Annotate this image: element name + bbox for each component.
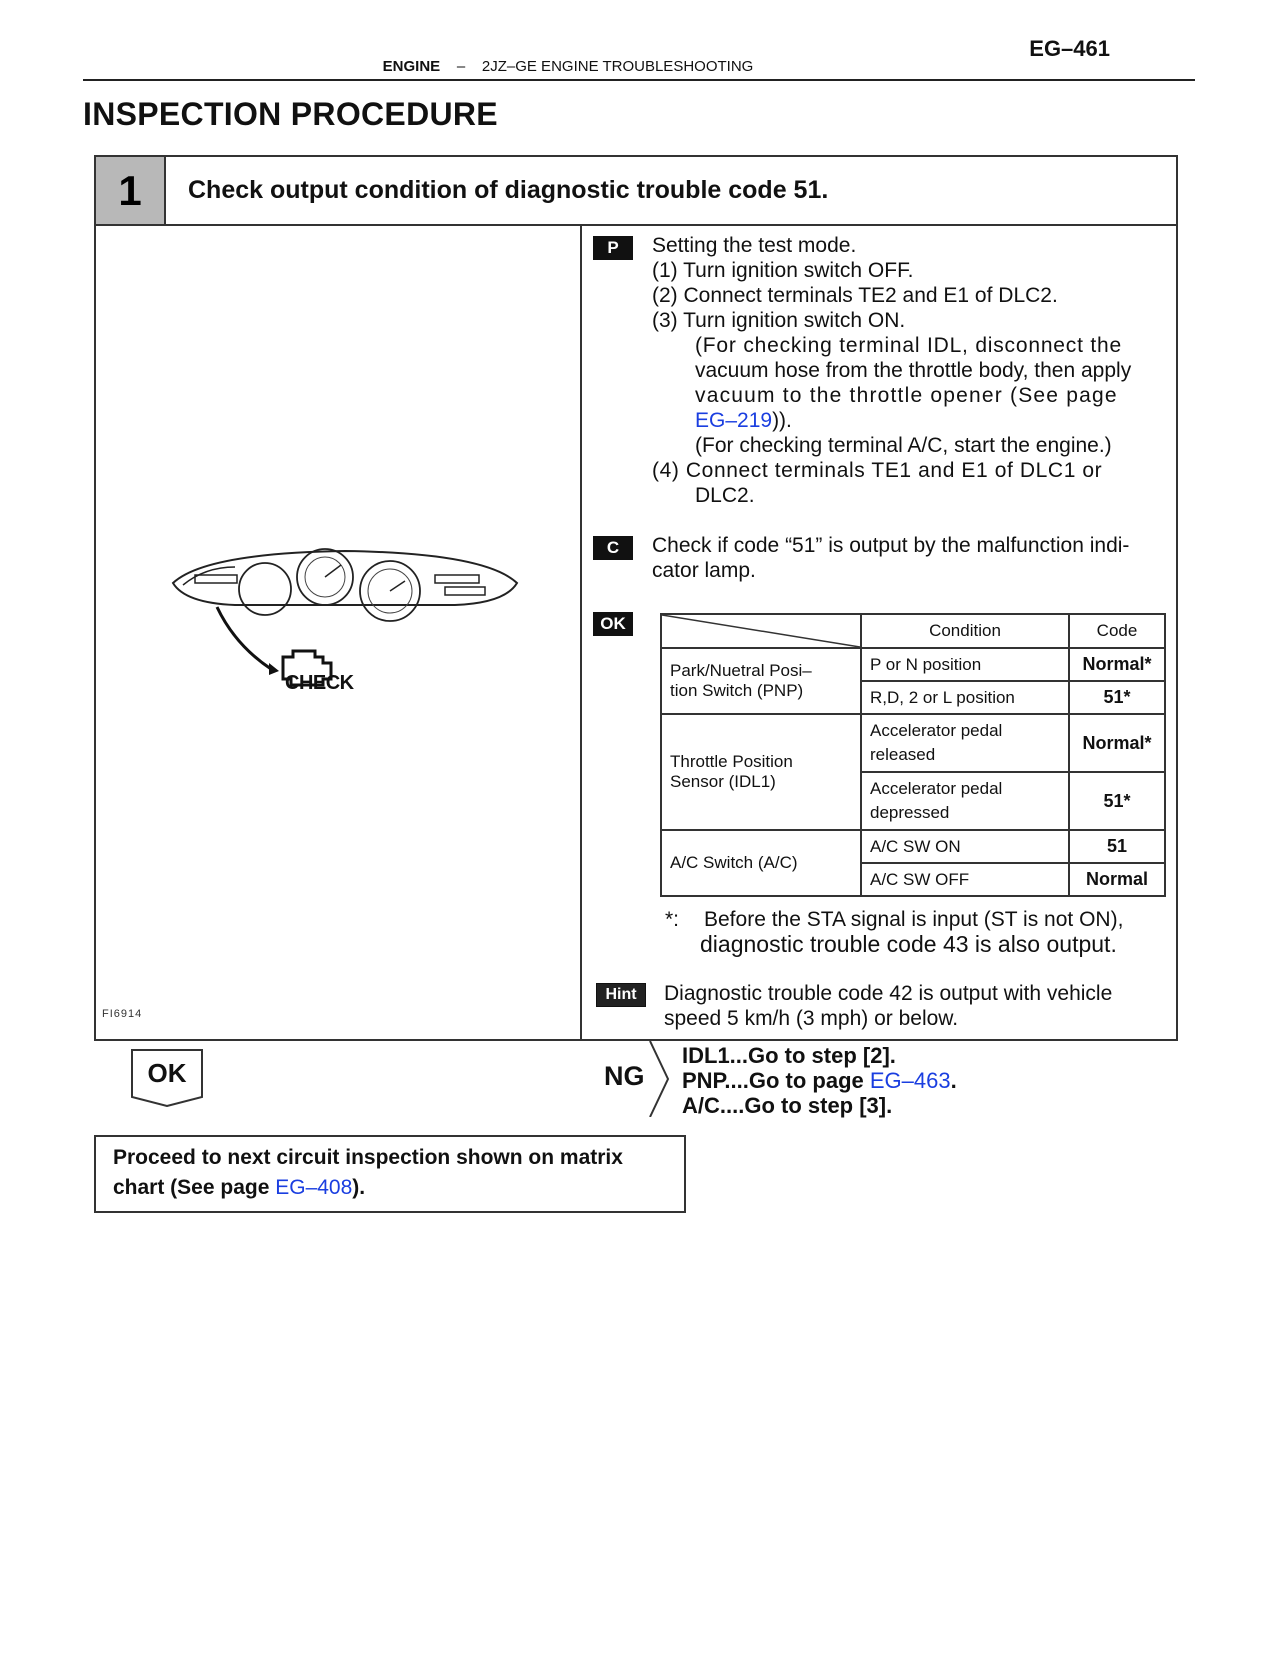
next-step-text [113,1143,681,1203]
step-title: Check output condition of diagnostic trouble code 51. [188,176,829,204]
row-item-ac: A/C Switch (A/C) [661,830,861,896]
row-item-idl1 [661,714,861,830]
ng-pnp-link[interactable]: EG–463 [869,1068,951,1093]
row-item-line: tion Switch (PNP) [670,681,804,700]
table-row [661,830,1165,863]
code-cell: 51* [1069,772,1165,830]
prepare-line-3: (3) Turn ignition switch ON. [652,309,906,332]
code-cell: Normal [1069,863,1165,896]
page-number: EG–461 [1029,36,1110,61]
prepare-line-9: DLC2. [695,484,755,507]
prepare-line-0: Setting the test mode. [652,234,857,257]
row-item-pnp [661,648,861,714]
header-separator: – [456,58,466,75]
code-cell: 51* [1069,681,1165,714]
header-section: ENGINE [382,58,441,75]
ng-chevron-icon [648,1041,672,1117]
step-number: 1 [118,167,142,214]
ng-line-ac: A/C....Go to step [3]. [682,1093,893,1118]
code-cell: Normal* [1069,648,1165,681]
hint-line-1: Diagnostic trouble code 42 is output with vehicle [664,982,1113,1005]
row-item-line: Throttle Position [670,752,793,771]
next-line-2-prefix: chart (See page [113,1176,276,1199]
ng-line-idl1: IDL1...Go to step [2]. [682,1043,896,1068]
prepare-link-suffix: )). [772,409,792,432]
prepare-link[interactable]: EG–219 [695,409,773,432]
prepare-line-4: (For checking terminal IDL, disconnect the [695,334,1122,357]
table-header-code: Code [1069,614,1165,648]
footnote-line-2: diagnostic trouble code 43 is also output. [700,931,1117,957]
hint-tag: Hint [596,983,646,1007]
running-header [83,58,1053,75]
column-divider [580,224,582,1041]
condition-cell: P or N position [861,648,1069,681]
condition-cell: R,D, 2 or L position [861,681,1069,714]
next-line-2 [113,1173,681,1203]
check-line-1: cator lamp. [652,559,756,582]
figure-check-label: CHECK [285,672,354,694]
next-line-1: Proceed to next circuit inspection shown on matrix [113,1146,623,1169]
prepare-line-1: (1) Turn ignition switch OFF. [652,259,914,282]
next-matrix-link[interactable]: EG–408 [275,1176,353,1199]
condition-table [660,613,1166,897]
prepare-line-7: (For checking terminal A/C, start the engine.) [695,434,1112,457]
condition-cell: Accelerator pedal released [861,714,1069,772]
prepare-line-2: (2) Connect terminals TE2 and E1 of DLC2. [652,284,1058,307]
ng-line-pnp-suffix: . [950,1068,957,1093]
code-cell: 51 [1069,830,1165,863]
prepare-line-5: vacuum hose from the throttle body, then apply [695,359,1132,382]
table-row [661,648,1165,681]
check-line-0: Check if code “51” is output by the malfunction indi- [652,534,1130,557]
next-line-2-suffix: ). [352,1176,366,1199]
prepare-line-8: (4) Connect terminals TE1 and E1 of DLC1 or [652,459,1103,482]
ok-result-label: OK [147,1058,187,1088]
prepare-line-6: vacuum to the throttle opener (See page [695,384,1118,407]
ng-line-pnp [682,1068,957,1093]
table-header-diagonal [661,614,861,648]
row-item-line: Sensor (IDL1) [670,772,776,791]
ok-tag: OK [593,612,633,636]
prepare-tag: P [593,236,633,260]
ng-instructions [682,1043,957,1118]
hint-line-2: speed 5 km/h (3 mph) or below. [664,1007,959,1030]
header-subtitle: 2JZ–GE ENGINE TROUBLESHOOTING [481,58,754,75]
diagonal-line [662,615,860,647]
condition-cell: A/C SW ON [861,830,1069,863]
ng-result-label: NG [604,1061,645,1091]
condition-cell: Accelerator pedal depressed [861,772,1069,830]
check-tag: C [593,536,633,560]
row-item-line: Park/Nuetral Posi– [670,661,812,680]
page-title: INSPECTION PROCEDURE [83,96,498,132]
condition-cell: A/C SW OFF [861,863,1069,896]
code-cell: Normal* [1069,714,1165,772]
header-rule [83,79,1195,81]
footnote-mark: *: [665,908,680,931]
table-header-condition: Condition [861,614,1069,648]
table-row [661,714,1165,772]
figure-code: FI6914 [102,1008,143,1020]
footnote-line-1: Before the STA signal is input (ST is not ON), [704,908,1124,931]
ng-line-pnp-text: PNP....Go to page [682,1068,870,1093]
